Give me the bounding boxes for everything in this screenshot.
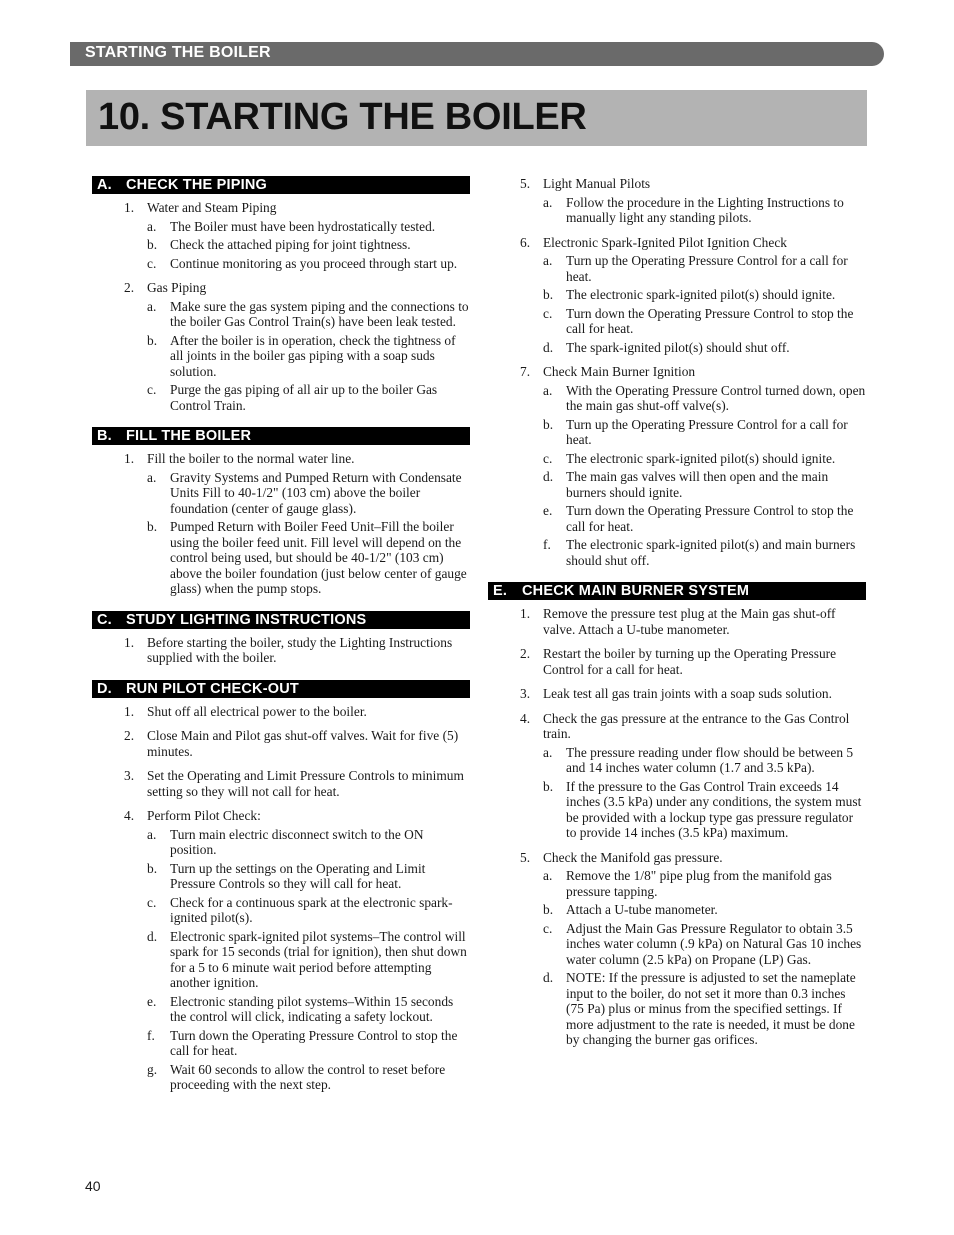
- item-number: 3.: [520, 686, 531, 701]
- sub-text: NOTE: If the pressure is adjusted to set the nameplate input to the boiler, do not set it more than 0.3 inches (75 Pa) plus or minus from the specified settings. If more adjustment to the rate is needed, it must be done by changing the burner gas orifices.: [566, 970, 856, 1047]
- sub-item: [147, 256, 470, 272]
- sub-text: Pumped Return with Boiler Feed Unit–Fill the boiler using the boiler feed unit. Fill level will depend on the control being used, but should be 40-1/2" (103 cm) above the boiler foundation (just below center of gauge glass) when the pump stops.: [170, 519, 467, 596]
- sub-text: Adjust the Main Gas Pressure Regulator to obtain 3.5 inches water column (.9 kPa) on Natural Gas 10 inches water column (2.5 kPa) on Propane (LP) Gas.: [566, 920, 862, 967]
- item-text: Remove the pressure test plug at the Main gas shut-off valve. Attach a U-tube manometer.: [543, 606, 836, 637]
- sub-text: Turn up the Operating Pressure Control for a call for heat.: [566, 253, 848, 284]
- sub-text: If the pressure to the Gas Control Train exceeds 14 inches (3.5 kPa) under any conditions, the system must be provided with a lockup type gas pressure regulator to provide 14 inches (3.5 kPa) maximum.: [566, 778, 862, 840]
- sub-item: [147, 219, 470, 235]
- page-number: 40: [85, 1178, 101, 1194]
- item-text: Close Main and Pilot gas shut-off valves. Wait for five (5) minutes.: [147, 728, 459, 759]
- sub-letter: f.: [147, 1027, 155, 1043]
- sub-item: [543, 868, 866, 899]
- sub-item: [543, 779, 866, 841]
- list-item: [124, 728, 470, 759]
- sub-item: [147, 237, 470, 253]
- item-number: 1.: [124, 703, 135, 719]
- list-item: [520, 606, 866, 637]
- sub-item: [147, 929, 470, 991]
- section-header-bar: [70, 42, 884, 66]
- sub-letter: b.: [147, 237, 158, 252]
- sub-letter: d.: [543, 339, 554, 355]
- sub-item: [543, 503, 866, 534]
- sub-text: Electronic spark-ignited pilot systems–The control will spark for 15 seconds (trial for ignition), then shut down for a 5 to 6 minute wait period before attempting another ignition.: [170, 928, 467, 990]
- item-text: Gas Piping: [147, 280, 207, 295]
- sub-letter: b.: [147, 519, 158, 534]
- sub-letter: c.: [147, 894, 157, 910]
- sub-text: Remove the 1/8" pipe plug from the manifold gas pressure tapping.: [566, 868, 832, 899]
- sub-item: [147, 827, 470, 858]
- page-title: 10. STARTING THE BOILER: [98, 96, 587, 138]
- sub-letter: b.: [147, 860, 158, 876]
- item-text: Perform Pilot Check:: [147, 808, 261, 823]
- sub-letter: c.: [543, 920, 553, 936]
- item-text: Restart the boiler by turning up the Operating Pressure Control for a call for heat.: [543, 646, 837, 677]
- sub-letter: g.: [147, 1061, 158, 1077]
- sub-letter: a.: [543, 382, 553, 398]
- item-text: Water and Steam Piping: [147, 200, 277, 215]
- sub-item: [543, 451, 866, 467]
- sub-item: [147, 519, 470, 597]
- list-item: [124, 280, 470, 296]
- section-heading-b: [92, 427, 470, 445]
- sub-item: [543, 195, 866, 226]
- sub-letter: b.: [147, 332, 158, 348]
- sub-item: [543, 970, 866, 1048]
- sub-item: [543, 340, 866, 356]
- item-number: 1.: [124, 451, 135, 466]
- header-label: STARTING THE BOILER: [85, 44, 271, 61]
- sub-item: [147, 895, 470, 926]
- right-column: [488, 176, 866, 1048]
- sub-text: Make sure the gas system piping and the connections to the boiler Gas Control Train(s) have been leak tested.: [170, 298, 469, 329]
- item-number: 4.: [124, 808, 135, 823]
- sub-item: [543, 469, 866, 500]
- sub-item: [147, 470, 470, 517]
- sub-text: Turn down the Operating Pressure Control to stop the call for heat.: [170, 1027, 458, 1058]
- sub-text: Turn down the Operating Pressure Control to stop the call for heat.: [566, 503, 854, 534]
- sub-item: [543, 383, 866, 414]
- section-letter: D.: [97, 680, 112, 697]
- item-number: 4.: [520, 710, 531, 726]
- sub-text: The electronic spark-ignited pilot(s) should ignite.: [566, 287, 836, 302]
- section-title: CHECK MAIN BURNER SYSTEM: [522, 583, 750, 599]
- sub-item: [543, 417, 866, 448]
- sub-text: After the boiler is in operation, check the tightness of all joints in the boiler gas piping with a soap suds solution.: [170, 332, 456, 379]
- list-item: [520, 686, 866, 702]
- sub-item: [147, 333, 470, 380]
- sub-item: [543, 902, 866, 918]
- item-text: Fill the boiler to the normal water line.: [147, 451, 355, 466]
- list-item: [520, 364, 866, 380]
- sub-text: The Boiler must have been hydrostatically tested.: [170, 218, 436, 234]
- section-letter: E.: [493, 583, 508, 599]
- sub-item: [147, 1062, 470, 1093]
- sub-item: [543, 306, 866, 337]
- sub-letter: a.: [147, 218, 157, 234]
- item-number: 5.: [520, 176, 531, 191]
- sub-text: Check the attached piping for joint tightness.: [170, 237, 411, 252]
- sub-letter: e.: [147, 993, 157, 1009]
- section-heading-e: [488, 582, 866, 600]
- sub-letter: c.: [543, 305, 553, 321]
- sub-text: Turn up the settings on the Operating and Limit Pressure Controls so they will call for heat.: [170, 860, 426, 891]
- sub-letter: a.: [147, 298, 157, 314]
- sub-letter: c.: [147, 382, 157, 397]
- item-number: 2.: [520, 646, 531, 661]
- section-letter: C.: [97, 611, 112, 628]
- sub-letter: f.: [543, 537, 551, 552]
- sub-letter: b.: [543, 287, 554, 302]
- section-title: RUN PILOT CHECK-OUT: [126, 680, 299, 697]
- sub-letter: c.: [147, 255, 157, 271]
- sub-letter: d.: [543, 970, 554, 985]
- sub-text: Attach a U-tube manometer.: [566, 902, 718, 917]
- sub-letter: a.: [543, 253, 553, 268]
- list-item: [124, 768, 470, 799]
- section-heading-a: [92, 176, 470, 194]
- sub-text: The main gas valves will then open and the main burners should ignite.: [566, 469, 829, 500]
- sub-letter: a.: [543, 868, 553, 883]
- section-letter: B.: [97, 428, 112, 444]
- sub-letter: a.: [543, 744, 553, 760]
- item-text: Leak test all gas train joints with a soap suds solution.: [543, 686, 832, 701]
- list-item: [520, 176, 866, 192]
- item-text: Check Main Burner Ignition: [543, 364, 696, 379]
- list-item: [124, 451, 470, 467]
- sub-letter: a.: [147, 469, 157, 485]
- list-item: [520, 235, 866, 251]
- sub-letter: e.: [543, 503, 553, 518]
- sub-letter: d.: [543, 469, 554, 484]
- list-item: [124, 808, 470, 824]
- item-number: 2.: [124, 728, 135, 743]
- sub-text: The electronic spark-ignited pilot(s) should ignite.: [566, 450, 836, 466]
- item-text: Electronic Spark-Ignited Pilot Ignition Check: [543, 234, 787, 250]
- item-number: 5.: [520, 849, 531, 865]
- item-number: 1.: [520, 606, 531, 621]
- sub-text: Turn up the Operating Pressure Control for a call for heat.: [566, 416, 848, 447]
- sub-item: [543, 253, 866, 284]
- item-text: Check the Manifold gas pressure.: [543, 849, 723, 865]
- section-heading-d: [92, 680, 470, 698]
- list-item: [124, 635, 470, 666]
- sub-letter: c.: [543, 450, 553, 466]
- sub-text: Follow the procedure in the Lighting Instructions to manually light any standing pilots.: [566, 194, 844, 225]
- section-title: STUDY LIGHTING INSTRUCTIONS: [126, 611, 367, 628]
- sub-item: [543, 287, 866, 303]
- sub-item: [147, 1028, 470, 1059]
- item-text: Check the gas pressure at the entrance to the Gas Control train.: [543, 710, 850, 741]
- section-title: CHECK THE PIPING: [126, 177, 267, 193]
- sub-item: [147, 382, 470, 413]
- left-column: [92, 176, 470, 1093]
- sub-text: With the Operating Pressure Control turned down, open the main gas shut-off valve(s).: [566, 382, 866, 413]
- sub-text: Check for a continuous spark at the electronic spark-ignited pilot(s).: [170, 894, 453, 925]
- item-text: Light Manual Pilots: [543, 176, 651, 191]
- item-number: 1.: [124, 634, 135, 650]
- sub-text: Gravity Systems and Pumped Return with Condensate Units Fill to 40-1/2" (103 cm) above the boiler foundation (center of gauge glass).: [170, 469, 462, 516]
- item-text: Shut off all electrical power to the boiler.: [147, 703, 367, 719]
- sub-item: [147, 299, 470, 330]
- sub-item: [147, 994, 470, 1025]
- item-text: Before starting the boiler, study the Lighting Instructions supplied with the boiler.: [147, 634, 453, 665]
- sub-letter: d.: [147, 928, 158, 944]
- sub-text: The electronic spark-ignited pilot(s) and main burners should shut off.: [566, 537, 856, 568]
- list-item: [520, 850, 866, 866]
- sub-text: Electronic standing pilot systems–Within 15 seconds the control will click, indicating a safety lockout.: [170, 993, 454, 1024]
- list-item: [520, 711, 866, 742]
- item-number: 1.: [124, 200, 135, 215]
- section-letter: A.: [97, 177, 112, 193]
- sub-text: Purge the gas piping of all air up to the boiler Gas Control Train.: [170, 382, 438, 413]
- sub-text: Continue monitoring as you proceed through start up.: [170, 255, 458, 271]
- sub-item: [543, 745, 866, 776]
- page-title-box: [86, 90, 867, 146]
- sub-letter: b.: [543, 416, 554, 432]
- item-text: Set the Operating and Limit Pressure Controls to minimum setting so they will not call for heat.: [147, 768, 464, 799]
- sub-text: Turn down the Operating Pressure Control to stop the call for heat.: [566, 305, 854, 336]
- sub-text: Turn main electric disconnect switch to the ON position.: [170, 826, 424, 857]
- sub-letter: a.: [147, 826, 157, 842]
- item-number: 3.: [124, 768, 135, 783]
- sub-item: [543, 537, 866, 568]
- sub-text: The pressure reading under flow should be between 5 and 14 inches water column (1.7 and 3.5 kPa).: [566, 744, 854, 775]
- list-item: [520, 646, 866, 677]
- section-heading-c: [92, 611, 470, 629]
- list-item: [124, 704, 470, 720]
- sub-item: [147, 861, 470, 892]
- item-number: 6.: [520, 234, 531, 250]
- sub-letter: b.: [543, 902, 554, 917]
- item-number: 7.: [520, 364, 531, 379]
- section-title: FILL THE BOILER: [126, 428, 252, 444]
- item-number: 2.: [124, 280, 135, 295]
- sub-item: [543, 921, 866, 968]
- sub-text: The spark-ignited pilot(s) should shut off.: [566, 339, 790, 355]
- sub-letter: b.: [543, 778, 554, 794]
- sub-text: Wait 60 seconds to allow the control to reset before proceeding with the next step.: [170, 1061, 446, 1092]
- list-item: [124, 200, 470, 216]
- sub-letter: a.: [543, 194, 553, 210]
